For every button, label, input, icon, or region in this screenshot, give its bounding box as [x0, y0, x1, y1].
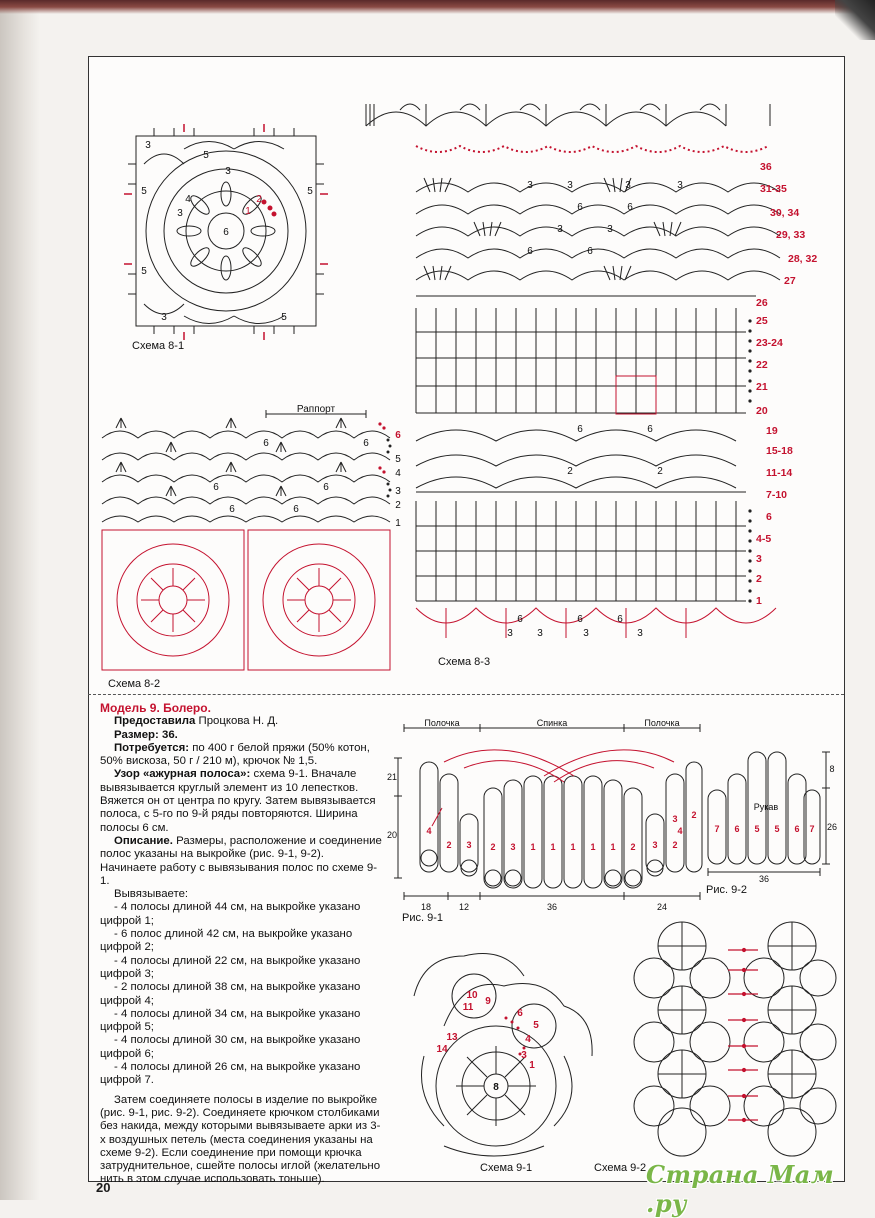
- s83-row: 4-5: [756, 533, 772, 545]
- svg-text:6: 6: [577, 202, 583, 213]
- svg-text:6: 6: [293, 504, 299, 515]
- pattern-value: схема 9-1. Вначале вывязывается круглый элемент из 10 лепестков. Вяжется он от центра по кругу. Затем вывязывается полоса, с 5-го по 9-й ряды повторяются. Ширина полосы 6 см.: [100, 768, 376, 834]
- svg-text:3: 3: [607, 224, 613, 235]
- svg-text:3: 3: [637, 628, 643, 639]
- strip-num: 5: [754, 824, 760, 834]
- strip-num: 6: [794, 824, 800, 834]
- label-spinka: Спинка: [536, 718, 568, 728]
- svg-text:6: 6: [587, 246, 593, 257]
- figure-9-1-pattern: [384, 718, 704, 928]
- s83-row: 26: [756, 297, 768, 309]
- svg-text:3: 3: [527, 180, 533, 191]
- strip-num: 1: [590, 842, 596, 852]
- scheme-9-1-diagram: [404, 936, 600, 1162]
- s83-row: 7-10: [766, 489, 788, 501]
- strip-num: 4: [426, 826, 432, 836]
- s83-row: 20: [756, 405, 768, 417]
- s81-num: 3: [177, 208, 183, 219]
- s83-row: 19: [766, 425, 778, 437]
- scheme-9-2-caption: Схема 9-2: [594, 1162, 647, 1174]
- strip-num: 2: [446, 840, 452, 850]
- fig-9-1-caption: Рис. 9-1: [402, 912, 443, 924]
- svg-text:6: 6: [229, 504, 235, 515]
- desc-value: Размеры, расположение и соединение полос указаны на выкройке (рис. 9-1, 9-2). Начинаете работу с вывязывания полос по схеме 9-1.: [100, 834, 382, 887]
- s91-num: 5: [533, 1020, 539, 1031]
- size-value: 36.: [161, 728, 178, 741]
- knit-item: - 2 полосы длиной 38 см, на выкройке указано цифрой 4;: [100, 981, 361, 1007]
- s81-num: 2: [256, 194, 262, 205]
- s83-row: 31-35: [760, 183, 787, 195]
- s83-row: 29, 33: [776, 229, 806, 241]
- svg-text:6: 6: [263, 438, 269, 449]
- article: [100, 702, 382, 1187]
- s81-num: 5: [307, 186, 313, 197]
- strip-num: 3: [466, 840, 472, 850]
- svg-text:6: 6: [577, 614, 583, 625]
- s91-num: 3: [521, 1050, 527, 1061]
- s82-row: 5: [395, 454, 401, 465]
- s83-row: 6: [766, 511, 772, 523]
- label-polochka-right: Полочка: [644, 718, 680, 728]
- knit-intro: Вывязываете:: [114, 888, 189, 901]
- strip-num: 2: [630, 842, 636, 852]
- svg-text:6: 6: [647, 424, 653, 435]
- s91-num: 1: [529, 1060, 535, 1071]
- figure-9-2-sleeve: [704, 744, 836, 884]
- desc-label: Описание.: [114, 834, 173, 847]
- s81-num: 1: [245, 206, 251, 217]
- scheme-8-3-diagram: [360, 96, 840, 652]
- s91-num: 13: [446, 1032, 458, 1043]
- s81-num: 5: [141, 186, 147, 197]
- label-polochka-left: Полочка: [424, 718, 460, 728]
- svg-text:3: 3: [557, 224, 563, 235]
- label-rukav: Рукав: [753, 802, 779, 812]
- s91-num: 11: [462, 1002, 474, 1013]
- final-paragraph: Затем соединяете полосы в изделие по выкройке (рис. 9-1, рис. 9-2). Соединяете крючком столбиками без накида, между которыми вывязываете арки из 3-х воздушных петель (места соединения указаны на схеме 9-2). Если соединение при помощи крючка затруднительное, сшейте полосы иглой (желательно нить в этом случае использовать тоньше).: [100, 1093, 381, 1186]
- fig-9-2-caption: Рис. 9-2: [706, 884, 747, 896]
- svg-text:6: 6: [213, 482, 219, 493]
- dim: 24: [656, 902, 668, 912]
- page-spine-shadow: [0, 0, 40, 1200]
- svg-text:2: 2: [657, 466, 663, 477]
- dim: 36: [758, 874, 770, 884]
- strip-num: 5: [774, 824, 780, 834]
- s81-num: 6: [223, 227, 229, 238]
- svg-text:6: 6: [617, 614, 623, 625]
- s82-row: 3: [395, 486, 401, 497]
- s83-row: 36: [760, 161, 772, 173]
- svg-text:6: 6: [527, 246, 533, 257]
- svg-text:6: 6: [363, 438, 369, 449]
- dim: 20: [386, 830, 398, 840]
- needs-value: по 400 г белой пряжи (50% котон, 50% вискоза, 50 г / 210 м), крючок № 1,5.: [100, 741, 370, 768]
- scheme-9-2-diagram: [628, 910, 836, 1162]
- watermark-logo: Страна Мам .ру: [646, 1160, 835, 1218]
- dim: 18: [420, 902, 432, 912]
- s91-num: 8: [493, 1082, 499, 1093]
- s91-num: 9: [485, 996, 491, 1007]
- s91-num: 10: [466, 990, 478, 1001]
- strip-num: 4: [677, 826, 683, 836]
- s83-row: 21: [756, 381, 768, 393]
- dim: 12: [458, 902, 470, 912]
- section-divider: [88, 694, 844, 695]
- svg-text:3: 3: [677, 180, 683, 191]
- svg-text:6: 6: [323, 482, 329, 493]
- strip-num: 7: [714, 824, 720, 834]
- strip-num: 1: [570, 842, 576, 852]
- strip-num: 1: [610, 842, 616, 852]
- s82-row: 2: [395, 500, 401, 511]
- s83-row: 28, 32: [788, 253, 818, 265]
- s82-row: 4: [395, 468, 401, 479]
- strip-num: 2: [490, 842, 496, 852]
- top-edge: [0, 0, 875, 14]
- scheme-8-3-caption: Схема 8-3: [438, 656, 491, 668]
- strip-num: 3: [652, 840, 658, 850]
- s83-row: 2: [756, 573, 762, 585]
- s83-row: 27: [784, 275, 796, 287]
- strip-num: 2: [691, 810, 697, 820]
- knit-item: - 4 полосы длиной 26 см, на выкройке указано цифрой 7.: [100, 1061, 361, 1087]
- size-label: Размер:: [114, 728, 159, 741]
- provided-value: Процкова Н. Д.: [198, 715, 279, 728]
- s83-row: 11-14: [766, 467, 793, 479]
- svg-text:6: 6: [517, 614, 523, 625]
- s83-row: 22: [756, 359, 768, 371]
- strip-num: 2: [672, 840, 678, 850]
- svg-text:3: 3: [507, 628, 513, 639]
- s81-num: 5: [281, 312, 287, 323]
- knit-item: - 6 полос длиной 42 см, на выкройке указано цифрой 2;: [100, 928, 353, 954]
- s81-num: 5: [141, 266, 147, 277]
- s81-num: 3: [145, 140, 151, 151]
- provided-label: Предоставила: [114, 715, 196, 728]
- svg-text:3: 3: [537, 628, 543, 639]
- strip-num: 1: [550, 842, 556, 852]
- s81-num: 3: [161, 312, 167, 323]
- page-number: 20: [96, 1180, 111, 1195]
- strip-num: 3: [510, 842, 516, 852]
- dim: 8: [829, 764, 835, 774]
- s81-num: 5: [203, 150, 209, 161]
- s83-row: 15-18: [766, 445, 793, 457]
- s91-num: 4: [525, 1034, 531, 1045]
- s83-row: 30, 34: [770, 207, 800, 219]
- s83-row: 1: [756, 595, 762, 607]
- dim: 36: [546, 902, 558, 912]
- scheme-9-1-caption: Схема 9-1: [480, 1162, 533, 1174]
- svg-text:3: 3: [567, 180, 573, 191]
- s91-num: 6: [517, 1008, 523, 1019]
- pattern-label: Узор «ажурная полоса»:: [114, 768, 251, 781]
- s91-num: 14: [436, 1044, 448, 1055]
- s83-row: 3: [756, 553, 762, 565]
- model-title: Модель 9. Болеро.: [100, 701, 211, 715]
- rapport-label: Раппорт: [296, 404, 336, 415]
- s83-row: 23-24: [756, 337, 783, 349]
- corner-shadow: [835, 0, 875, 40]
- knit-item: - 4 полосы длиной 34 см, на выкройке указано цифрой 5;: [100, 1007, 361, 1034]
- strip-num: 1: [530, 842, 536, 852]
- knit-item: - 4 полосы длиной 30 см, на выкройке указано цифрой 6;: [100, 1034, 361, 1060]
- s83-row: 25: [756, 315, 768, 327]
- s82-row: 1: [395, 518, 401, 529]
- s82-row: 6: [395, 430, 401, 441]
- strip-num: 3: [672, 814, 678, 824]
- scheme-8-1-caption: Схема 8-1: [132, 340, 185, 352]
- dim: 21: [386, 772, 398, 782]
- strip-num: 6: [734, 824, 740, 834]
- knit-item: - 4 полосы длиной 44 см, на выкройке указано цифрой 1;: [100, 901, 361, 927]
- svg-text:3: 3: [583, 628, 589, 639]
- s81-num: 4: [185, 194, 191, 205]
- needs-label: Потребуется:: [114, 741, 190, 754]
- svg-text:2: 2: [567, 466, 573, 477]
- knit-item: - 4 полосы длиной 22 см, на выкройке указано цифрой 3;: [100, 954, 361, 980]
- s81-num: 3: [225, 166, 231, 177]
- dim: 26: [826, 822, 838, 832]
- svg-text:6: 6: [627, 202, 633, 213]
- svg-text:6: 6: [577, 424, 583, 435]
- strip-num: 7: [809, 824, 815, 834]
- scheme-8-1-diagram: [124, 124, 328, 340]
- svg-text:3: 3: [625, 180, 631, 191]
- scheme-8-2-caption: Схема 8-2: [108, 678, 161, 690]
